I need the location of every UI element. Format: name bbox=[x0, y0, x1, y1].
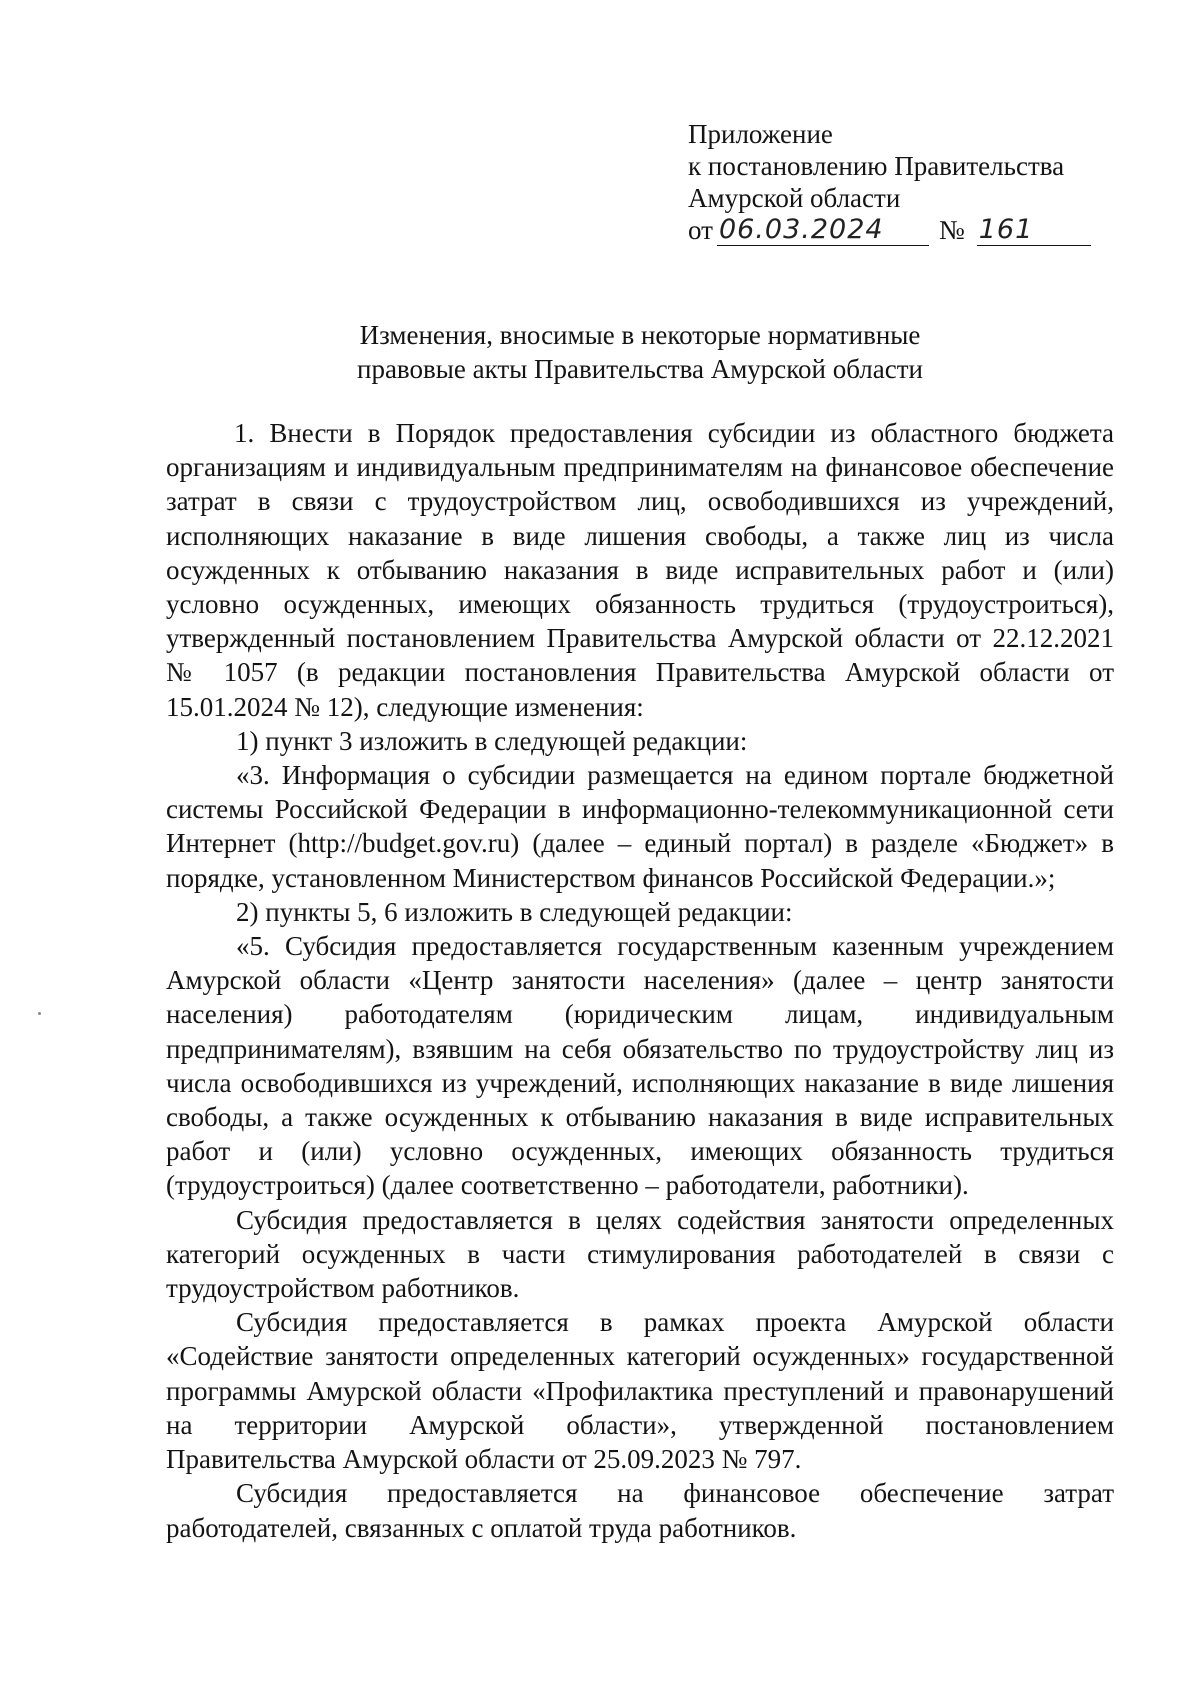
document-title bbox=[160, 318, 1120, 386]
paragraph-3: «3. Информация о субсидии размещается на едином портале бюджетной системы Российской Федерации в информационно-телекоммуникационной сети Интернет (http://budget.gov.ru) (далее – единый портал) в разделе «Бюджет» в порядке, установленном Министерством финансов Российской Федерации.»; bbox=[166, 760, 1114, 893]
paragraph-4: 2) пункты 5, 6 изложить в следующей редакции: bbox=[236, 896, 793, 927]
appendix-line-2: к постановлению Правительства bbox=[688, 151, 1065, 181]
title-line-1: Изменения, вносимые в некоторые нормативные bbox=[359, 320, 921, 350]
appendix-note bbox=[688, 118, 1108, 246]
appendix-line-1: Приложение bbox=[688, 119, 833, 149]
handwritten-date: 06.03.2024 bbox=[717, 215, 929, 246]
scan-artifact-dot bbox=[38, 1012, 41, 1015]
appendix-date-line bbox=[688, 214, 1108, 246]
paragraph-6: Субсидия предоставляется в целях содействия занятости определенных категорий осужденных в части стимулирования работодателей в связи с трудоустройством работников. bbox=[166, 1204, 1114, 1304]
handwritten-number: 161 bbox=[977, 215, 1091, 246]
paragraph-8: Субсидия предоставляется на финансовое обеспечение затрат работодателей, связанных с оплатой труда работников. bbox=[166, 1478, 1114, 1543]
title-line-2: правовые акты Правительства Амурской области bbox=[357, 354, 923, 384]
paragraph-5: «5. Субсидия предоставляется государственным казенным учреждением Амурской области «Центр занятости населения» (далее – центр занятости населения) работодателям (юридическим лицам, индивидуальным предпринимателям), взявшим на себя обязательство по трудоустройству лиц из числа освободившихся из учреждений, исполняющих наказание в виде лишения свободы, а также осужденных к отбыванию наказания в виде исправительных работ и (или) условно осужденных, имеющих обязанность трудиться (трудоустроиться) (далее соответственно – работодатели, работники). bbox=[166, 931, 1114, 1201]
paragraph-7: Субсидия предоставляется в рамках проекта Амурской области «Содействие занятости определенных категорий осужденных» государственной программы Амурской области «Профилактика преступлений и правонарушений на территории Амурской области», утвержденной постановлением Правительства Амурской области от 25.09.2023 № 797. bbox=[166, 1307, 1114, 1475]
document-body bbox=[166, 416, 1114, 1545]
paragraph-2: 1) пункт 3 изложить в следующей редакции: bbox=[236, 725, 748, 756]
date-prefix: от bbox=[688, 215, 713, 245]
paragraph-1: 1. Внести в Порядок предоставления субсидии из областного бюджета организациям и индивидуальным предпринимателям на финансовое обеспечение затрат в связи с трудоустройством лиц, освободившихся из учреждений, исполняющих наказание в виде лишения свободы, а также лиц из числа осужденных к отбыванию наказания в виде исправительных работ и (или) условно осужденных, имеющих обязанность трудиться (трудоустроиться), утвержденный постановлением Правительства Амурской области от 22.12.2021 № 1057 (в редакции постановления Правительства Амурской области от 15.01.2024 № 12), следующие изменения: bbox=[166, 418, 1114, 722]
appendix-line-3: Амурской области bbox=[688, 183, 901, 213]
number-prefix: № bbox=[938, 215, 965, 245]
